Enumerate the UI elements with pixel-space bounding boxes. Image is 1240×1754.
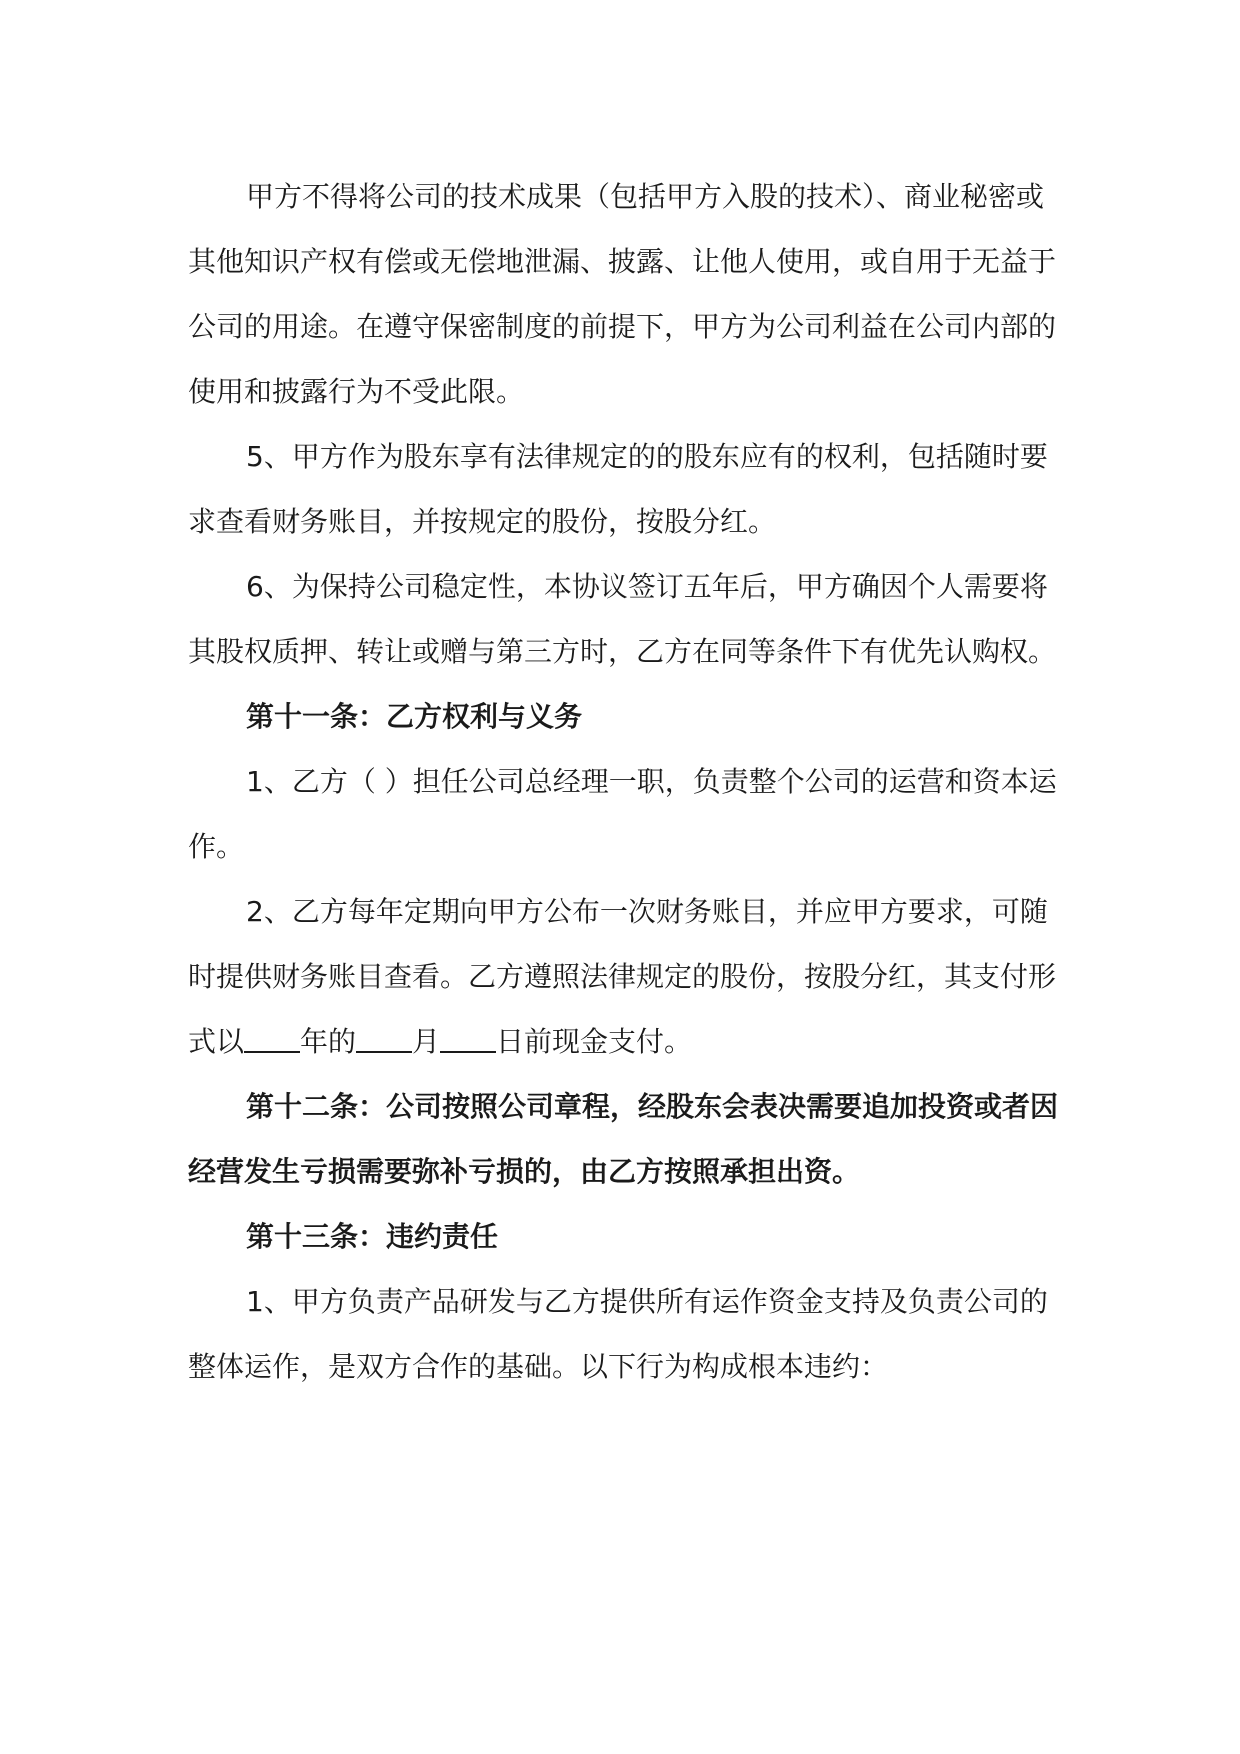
paragraph-clause-6: 6、为保持公司稳定性，本协议签订五年后，甲方确因个人需要将其股权质押、转让或赠与第三方时，乙方在同等条件下有优先认购权。 [188, 570, 1057, 668]
document-page [188, 164, 1058, 1399]
item-2-text: 2、乙方每年定期向甲方公布一次财务账目，并应甲方要求，可随时提供财务账目查看。乙方遵照法律规定的股份，按股分红，其支付形式以 [188, 895, 1057, 1058]
month-label: 月 [412, 1025, 441, 1058]
month-blank[interactable] [356, 1021, 412, 1053]
paragraph-article-11-item-1: 1、乙方（ ）担任公司总经理一职，负责整个公司的运营和资本运作。 [188, 765, 1057, 863]
paragraph-confidentiality: 甲方不得将公司的技术成果（包括甲方入股的技术）、商业秘密或其他知识产权有偿或无偿地泄漏、披露、让他人使用，或自用于无益于公司的用途。在遵守保密制度的前提下，甲方为公司利益在公司内部的使用和披露行为不受此限。 [188, 180, 1057, 408]
heading-article-11: 第十一条：乙方权利与义务 [246, 700, 583, 733]
year-blank[interactable] [244, 1021, 300, 1053]
day-label: 日前现金支付。 [496, 1025, 693, 1058]
heading-article-13: 第十三条：违约责任 [246, 1220, 499, 1253]
paragraph-article-11-item-2 [188, 879, 1058, 1074]
day-blank[interactable] [440, 1021, 496, 1053]
paragraph-clause-5: 5、甲方作为股东享有法律规定的的股东应有的权利，包括随时要求查看财务账目，并按规定的股份，按股分红。 [188, 440, 1048, 538]
heading-article-12: 第十二条：公司按照公司章程，经股东会表决需要追加投资或者因经营发生亏损需要弥补亏损的，由乙方按照承担出资。 [188, 1090, 1059, 1188]
paragraph-article-13-item-1: 1、甲方负责产品研发与乙方提供所有运作资金支持及负责公司的整体运作，是双方合作的基础。以下行为构成根本违约： [188, 1285, 1048, 1383]
year-label: 年的 [300, 1025, 357, 1058]
